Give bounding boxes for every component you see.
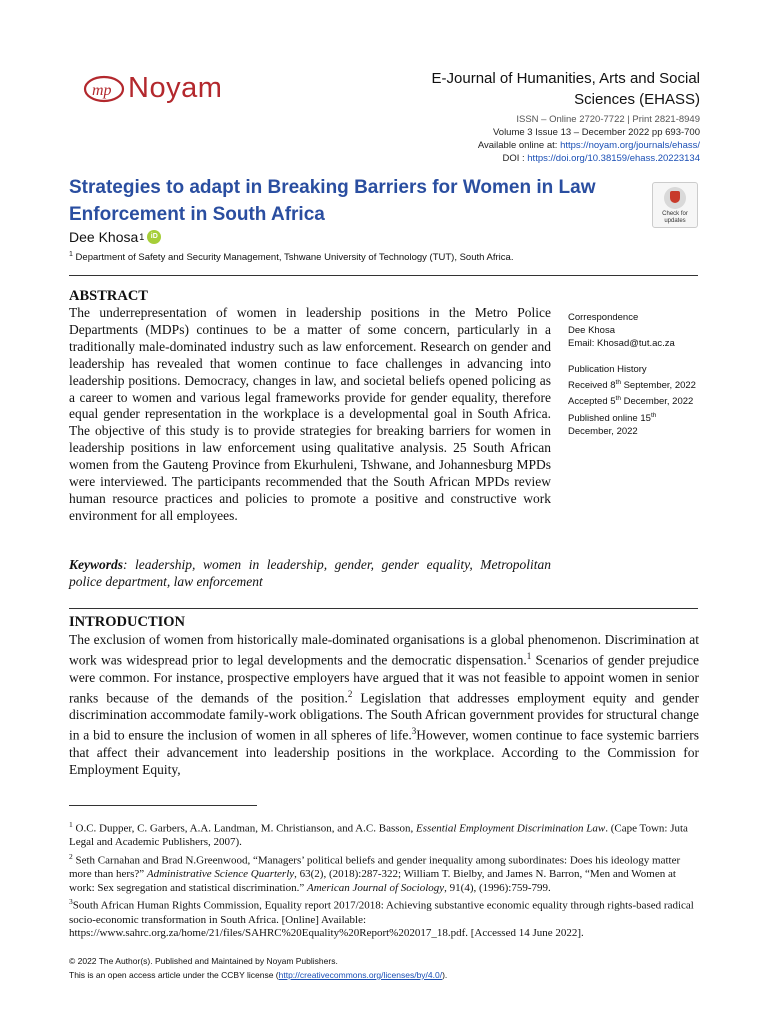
license-line: This is an open access article under the CCBY license (http://creativecommons.org/licenses/by/4.0/). — [69, 970, 448, 980]
introduction-heading: INTRODUCTION — [69, 614, 186, 630]
footnote-1: $^1$ O.C. Dupper, C. Garbers, A.A. Landman, M. Christianson, and A.C. Basson, Essential Employment Discrimination Law. (Cape Town: Juta Legal and Academic Publishers, 2007). — [69, 820, 688, 849]
abstract-section — [69, 288, 551, 525]
copyright-notice — [69, 954, 699, 982]
orcid-icon[interactable]: iD — [147, 230, 161, 244]
correspondence-name: Dee Khosa — [568, 325, 616, 337]
correspondence-email: Email: Khosad@tut.ac.za — [568, 338, 675, 350]
footnote-ref-3[interactable]: 3 — [411, 726, 417, 736]
journal-header — [430, 68, 700, 165]
svg-text:mp: mp — [92, 81, 112, 99]
doi-label: DOI : — [502, 153, 528, 164]
author-name: Dee Khosa — [69, 229, 139, 245]
divider-middle — [69, 608, 698, 609]
affiliation — [69, 251, 513, 263]
footnote-divider — [69, 805, 257, 806]
bookmark-icon — [664, 187, 686, 209]
affiliation-text: Department of Safety and Security Management, Tshwane University of Technology (TUT), South Africa. — [75, 252, 514, 264]
introduction-section — [69, 614, 699, 778]
keywords-label: Keywords — [69, 557, 123, 572]
publication-history-label: Publication History — [568, 363, 647, 375]
keywords-text: : leadership, women in leadership, gender, gender equality, Metropolitan police department, law enforcement — [69, 557, 551, 589]
journal-issn: ISSN – Online 2720-7722 | Print 2821-8949 — [516, 114, 700, 125]
abstract-body: The underrepresentation of women in leadership positions in the Metro Police Departments (MDPs) continues to be a matter of some concern, particularly in a traditionally male-dominated industry such as law enforcement. Research on gender and leadership has revealed that women continue to face challenges in advancing into leadership positions. Democracy, changes in law, and societal beliefs opened policing as a career to women and various legal frameworks provide for gender equality, therefore equal gender representation in the workplace is a developmental goal in South Africa. The objective of this study is to provide strategies for breaking barriers for women in leadership positions in law enforcement using qualitative analysis. 25 South African women from the Gauteng Province from Ekurhuleni, Tshwane, and Johannesburg MPDs were interviewed. The participants recommended that the South African MPDs review human resource practices and policies to promote a positive and constructive work environment for all employees. — [69, 305, 551, 523]
divider-top — [69, 275, 698, 276]
noyam-logo — [80, 72, 222, 105]
accepted-date: Accepted 5th December, 2022 — [568, 395, 694, 408]
doi-link[interactable]: https://doi.org/10.38159/ehass.20223134 — [527, 153, 700, 164]
journal-available — [430, 139, 700, 152]
journal-doi — [430, 152, 700, 165]
footnote-3: $^3$South African Human Rights Commission, Equality report 2017/2018: Achieving substantive economic equality through rights-based radical socio-economic transformation in South Africa. [Online] Available: https://www.sahrc.org.za/home/21/files/SAHRC%20Equality%20Report%202017_18.pdf. [Accessed 14 June 2022]. — [69, 897, 694, 940]
side-info — [568, 311, 703, 438]
footnote-2: $^2$ Seth Carnahan and Brad N.Greenwood, “Managers’ political beliefs and gender inequality among subordinates: Does his ideology matter more than hers?” Administrative Science Quarterly, 63(2), (2018):287-322; William T. Bielby, and James N. Barron, “Men and Women at work: Sex segregation and statistical discrimination.” American Journal of Sociology, 91(4), (1996):759-799. — [69, 851, 681, 894]
introduction-body: The exclusion of women from historically male-dominated organisations is a global phenomenon. Discrimination at work was widespread prior to legal developments and the democratic dispensation.$^1$ Scenarios of gender prejudice were common. For instance, prospective employers have argued that it was not feasible to appoint women in senior ranks because of the demands of the position.$^2$ Legislation that addresses employment equity and gender discrimination accommodate family-work obligations. The South African government provides for structural change in a bid to ensure the inclusion of women in all spheres of life.$^3$However, women continue to face systemic barriers that affect their advancement into leadership positions in the workplace. According to the Commission for Employment Equity, — [69, 632, 700, 777]
noyam-logo-icon — [80, 74, 126, 104]
journal-volume: Volume 3 Issue 13 – December 2022 pp 693-700 — [492, 127, 700, 138]
received-date: Received 8th September, 2022 — [568, 378, 696, 391]
footnote-ref-1[interactable]: 1 — [526, 651, 532, 661]
journal-url-link[interactable]: https://noyam.org/journals/ehass/ — [560, 140, 700, 151]
author-line — [69, 229, 161, 245]
author-sup: 1 — [139, 232, 145, 242]
license-link[interactable]: http://creativecommons.org/licenses/by/4.0/ — [278, 970, 443, 980]
footnote-ref-2[interactable]: 2 — [347, 688, 353, 699]
logo-text: Noyam — [128, 72, 223, 104]
abstract-heading: ABSTRACT — [69, 288, 148, 304]
keywords — [69, 556, 551, 590]
check-for-updates-badge[interactable] — [652, 182, 698, 228]
journal-title: E-Journal of Humanities, Arts and Social Sciences (EHASS) — [431, 70, 700, 108]
badge-text: Check for updates — [662, 211, 688, 224]
published-date: Published online 15th December, 2022 — [568, 411, 657, 437]
copyright-line: © 2022 The Author(s). Published and Maintained by Noyam Publishers. — [69, 956, 338, 966]
footnotes — [69, 818, 699, 941]
article-title: Strategies to adapt in Breaking Barriers for Women in Law Enforcement in South Africa — [69, 177, 596, 225]
journal-meta — [430, 113, 700, 165]
correspondence-label: Correspondence — [568, 312, 639, 323]
affil-sup: 1 — [69, 251, 73, 258]
available-label: Available online at: — [477, 140, 561, 151]
